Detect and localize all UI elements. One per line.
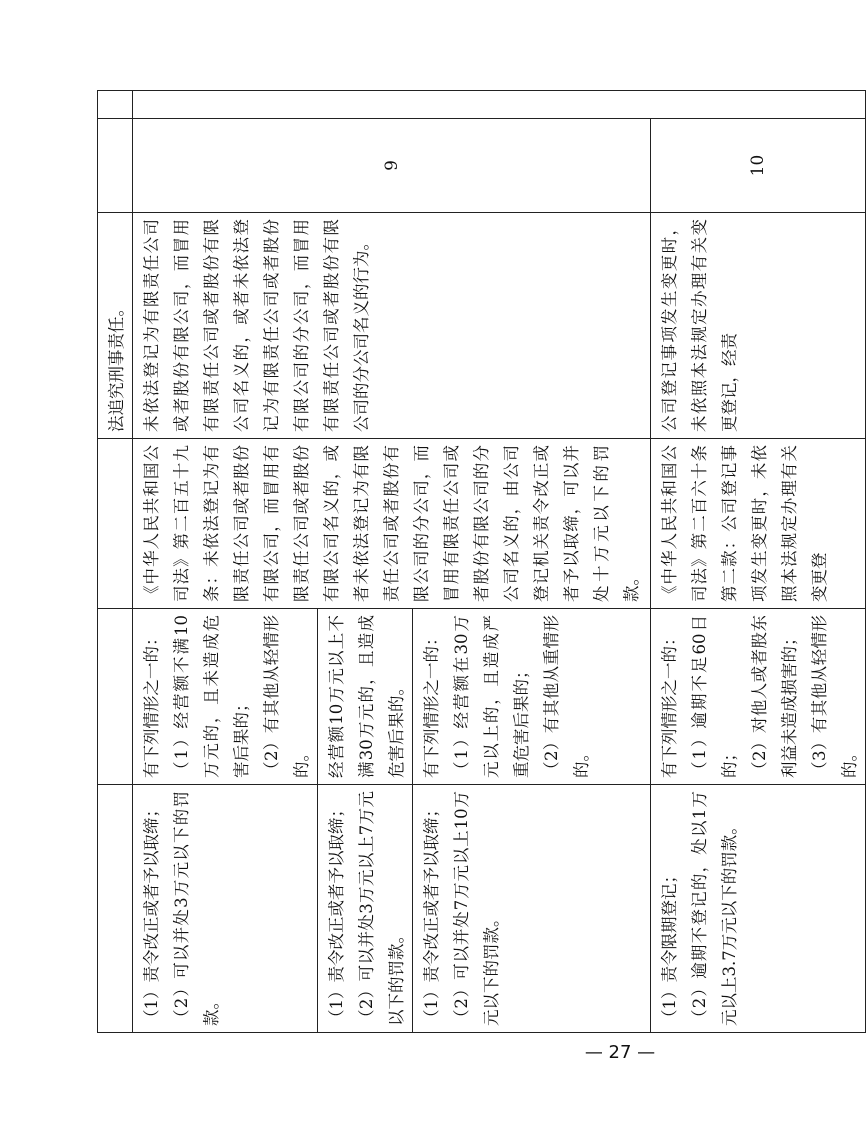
row-10-number: 10 — [748, 154, 768, 177]
row-9-legal-basis-cell — [133, 439, 651, 609]
row-9-circumstance-1-cell — [133, 609, 318, 785]
row-9-conduct-cell — [133, 213, 651, 439]
row-10-legal-basis: 《中华人民共和国公司法》第二百六十条第二款：公司登记事项发生变更时，未依照本法规定办理有关变更登 — [660, 445, 829, 602]
rotated-table-page — [97, 91, 859, 1033]
row-10-number-cell — [651, 119, 866, 213]
penalty-standard-table — [97, 90, 866, 1033]
table-row-continuation — [98, 91, 133, 1033]
row-9-conduct: 未依法登记为有限责任公司或者股份有限公司，而冒用有限责任公司或者股份有限公司名义的，或者未依法登记为有限责任公司或者股份有限公司的分公司，而冒用有限责任公司或者股份有限公司的分公司名义的行为。 — [142, 219, 371, 432]
row-10-conduct-cell — [651, 213, 866, 439]
row-10-circumstance: 有下列情形之一的： （1）逾期不足60日的； （2）对他人或者股东利益未造成损害的； （3）有其他从轻情形的。 — [660, 615, 859, 778]
row-9-penalty-2: （1）责令改正或者予以取缔； （2）可以并处3万元以上7万元以下的罚款。 — [327, 791, 406, 1026]
table-row-9-level-1 — [133, 91, 318, 1033]
row-9-penalty-3-cell — [413, 785, 651, 1033]
row-9-penalty-1: （1）责令改正或者予以取缔； （2）可以并处3万元以下的罚款。 — [142, 791, 221, 1026]
row-9-penalty-1-cell — [133, 785, 318, 1033]
row-9-circumstance-1: 有下列情形之一的： （1）经营额不满10万元的，且未造成危害后果的； （2）有其他从轻情形的。 — [142, 615, 311, 778]
row-9-number: 9 — [381, 160, 402, 171]
table-row-10 — [651, 91, 866, 1033]
row-9-legal-basis: 《中华人民共和国公司法》第二百五十九条：未依法登记为有限责任公司或者股份有限公司，而冒用有限责任公司或者股份有限公司名义的，或者未依法登记为有限责任公司或者股份有限公司的分公司，而冒用有限责任公司或者股份有限公司的分公司名义的，由公司登记机关责令改正或者予以取缔，可以并处十万元以下的罚款。 — [142, 445, 641, 602]
row-9-circumstance-3-cell — [413, 609, 651, 785]
row-10-circumstance-cell — [651, 609, 866, 785]
row-9-circumstance-2: 经营额10万元以上不满30万元的，且造成危害后果的。 — [327, 615, 406, 778]
continuation-legal-basis: 法追究刑事责任。 — [107, 300, 126, 432]
left-margin-column — [133, 91, 866, 119]
row-10-penalty: （1）责令限期登记； （2）逾期不登记的，处以1万元以上3.7万元以下的罚款。 — [660, 791, 739, 1026]
row-9-penalty-3: （1）责令改正或者予以取缔； （2）可以并处7万元以上10万元以下的罚款。 — [422, 791, 501, 1026]
row-10-legal-basis-cell — [651, 439, 866, 609]
page-number: — 27 — — [584, 1042, 656, 1063]
row-9-penalty-2-cell — [318, 785, 413, 1033]
row-9-circumstance-3: 有下列情形之一的： （1）经营额在30万元以上的，且造成严重危害后果的； （2）有其他从重情形的。 — [422, 615, 591, 778]
continuation-legal-basis-cell — [98, 213, 133, 439]
row-9-circumstance-2-cell — [318, 609, 413, 785]
row-9-number-cell — [133, 119, 651, 213]
row-10-conduct: 公司登记事项发生变更时，未依照本法规定办理有关变更登记，经责 — [660, 219, 739, 432]
row-10-penalty-cell — [651, 785, 866, 1033]
